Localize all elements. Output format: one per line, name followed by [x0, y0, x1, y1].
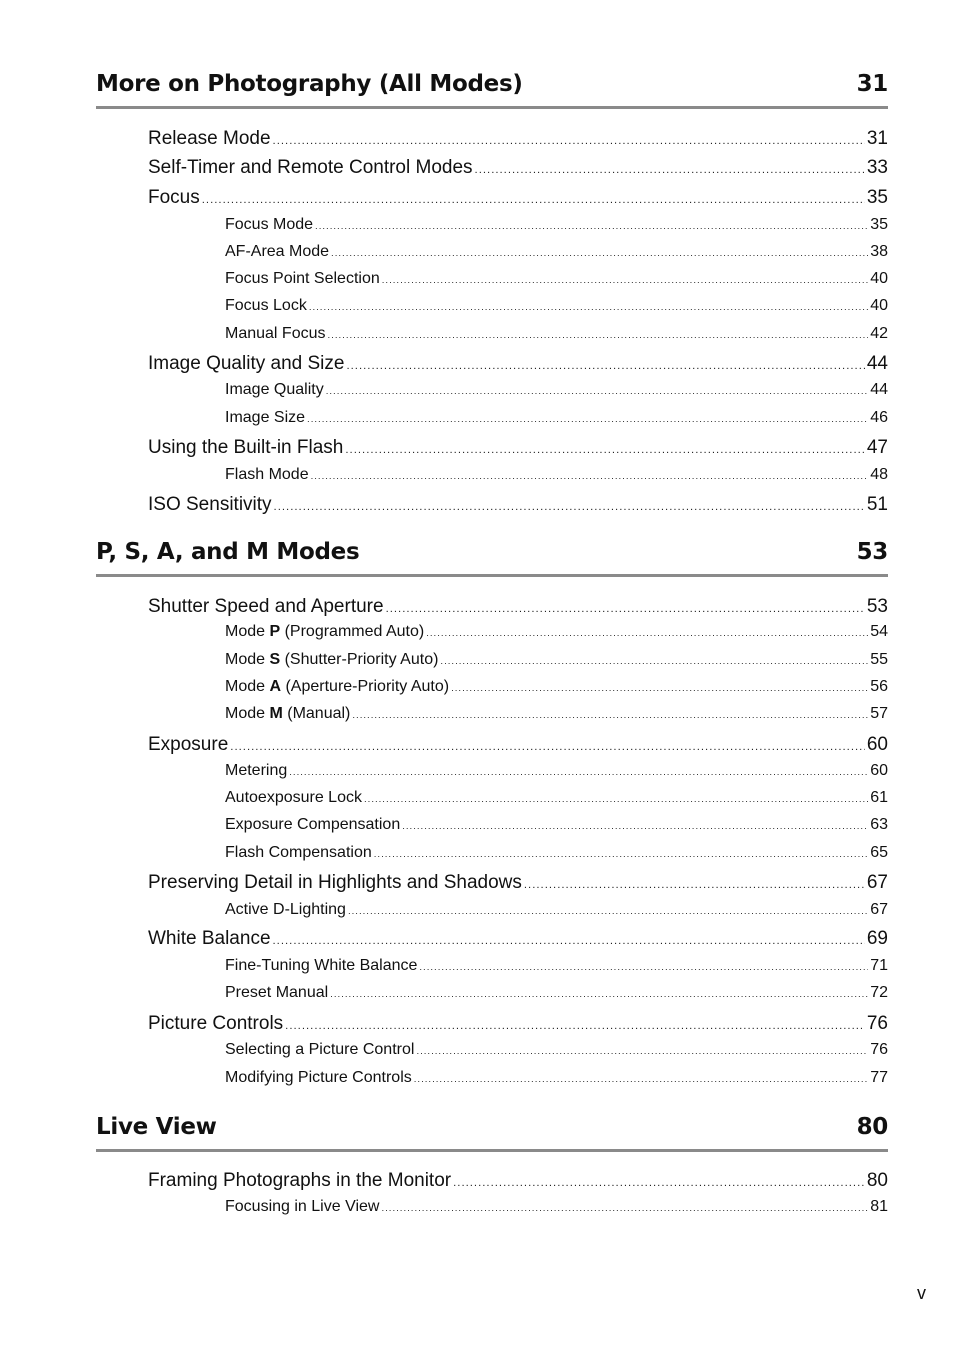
section-heading [96, 70, 888, 109]
toc-subentry[interactable]: Mode M (Manual) ..... 57 [225, 705, 888, 726]
toc-entry[interactable]: Shutter Speed and Aperture ..... 53 [148, 596, 888, 620]
toc-entry[interactable]: Exposure ..... 60 [148, 734, 888, 758]
toc-subentry[interactable]: Mode P (Programmed Auto) ..... 54 [225, 623, 888, 644]
section-heading [96, 1113, 888, 1152]
toc-section [96, 538, 888, 1086]
toc-entry[interactable]: Framing Photographs in the Monitor ..... 80 [148, 1170, 888, 1194]
toc-subentry[interactable]: Image Quality ..... 44 [225, 381, 888, 402]
toc-subentry[interactable]: AF-Area Mode ..... 38 [225, 243, 888, 264]
toc-entry[interactable]: Picture Controls ..... 76 [148, 1013, 888, 1037]
toc-subentry[interactable]: Mode S (Shutter-Priority Auto) ..... 55 [225, 651, 888, 672]
toc-subentry[interactable]: Fine-Tuning White Balance ..... 71 [225, 957, 888, 978]
toc-entry[interactable]: Focus ..... 35 [148, 187, 888, 211]
toc-entry[interactable]: Self-Timer and Remote Control Modes ..... 33 [148, 157, 888, 181]
toc-entry[interactable]: White Balance ..... 69 [148, 928, 888, 952]
toc-subentry[interactable]: Manual Focus ..... 42 [225, 325, 888, 346]
toc-subentry[interactable]: Modifying Picture Controls ..... 77 [225, 1069, 888, 1090]
toc-entry[interactable]: Release Mode ..... 31 [148, 128, 888, 152]
section-title: P, S, A, and M Modes [96, 539, 360, 565]
toc-entry[interactable]: Using the Built-in Flash ..... 47 [148, 437, 888, 461]
toc-subentry[interactable]: Focus Lock ..... 40 [225, 297, 888, 318]
toc-section [96, 1113, 888, 1215]
toc-entry[interactable]: Preserving Detail in Highlights and Shadows ..... 67 [148, 872, 888, 896]
section-page: 31 [856, 71, 888, 97]
toc-section [96, 70, 888, 515]
toc-subentry[interactable]: Metering ..... 60 [225, 762, 888, 783]
toc-subentry[interactable]: Selecting a Picture Control ..... 76 [225, 1041, 888, 1062]
toc-subentry[interactable]: Exposure Compensation ..... 63 [225, 816, 888, 837]
toc-subentry[interactable]: Preset Manual ..... 72 [225, 984, 888, 1005]
page-number: v [917, 1283, 926, 1303]
toc-subentry[interactable]: Image Size ..... 46 [225, 409, 888, 430]
section-page: 80 [856, 1114, 888, 1140]
section-heading [96, 538, 888, 577]
toc-subentry[interactable]: Focus Point Selection ..... 40 [225, 270, 888, 291]
section-page: 53 [856, 539, 888, 565]
toc-subentry[interactable]: Autoexposure Lock ..... 61 [225, 789, 888, 810]
toc-subentry[interactable]: Flash Mode ..... 48 [225, 466, 888, 487]
toc-subentry[interactable]: Active D-Lighting ..... 67 [225, 901, 888, 922]
toc-entry[interactable]: ISO Sensitivity ..... 51 [148, 494, 888, 518]
toc-subentry[interactable]: Flash Compensation ..... 65 [225, 844, 888, 865]
toc-subentry[interactable]: Focusing in Live View ..... 81 [225, 1198, 888, 1219]
section-title: Live View [96, 1114, 217, 1140]
toc-subentry[interactable]: Mode A (Aperture-Priority Auto) ..... 56 [225, 678, 888, 699]
toc-subentry[interactable]: Focus Mode ..... 35 [225, 216, 888, 237]
section-title: More on Photography (All Modes) [96, 71, 523, 97]
toc-entry[interactable]: Image Quality and Size ..... 44 [148, 353, 888, 377]
